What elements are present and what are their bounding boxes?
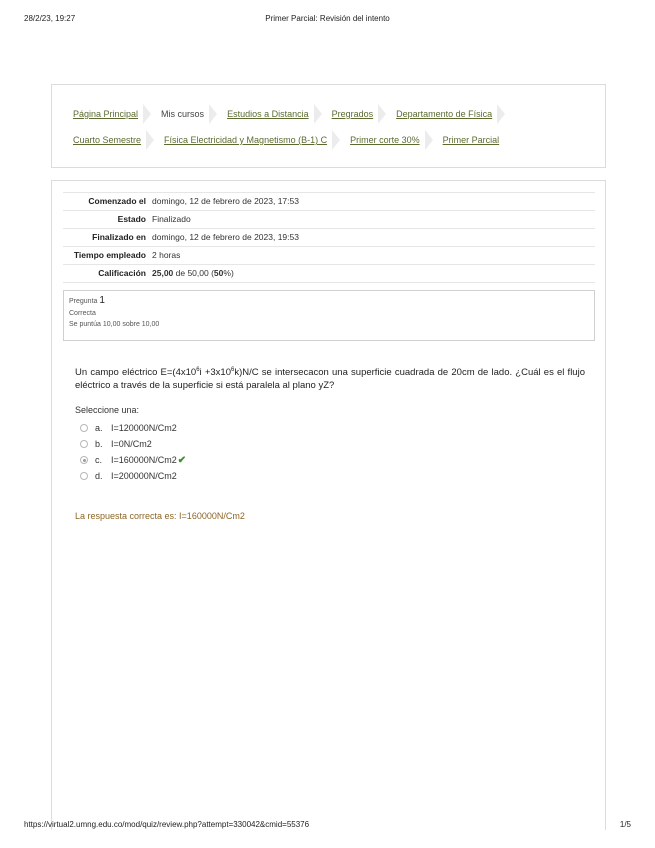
answer-option-c[interactable]: [80, 452, 186, 468]
question-text: [75, 364, 585, 392]
summary-label: Comenzado el: [88, 196, 146, 206]
chevron-right-icon: [425, 130, 435, 150]
breadcrumb-panel: [51, 84, 606, 168]
breadcrumb: [73, 104, 591, 150]
breadcrumb-item-course: [164, 130, 350, 150]
summary-label: Finalizado en: [92, 232, 146, 242]
grade-percent: 50: [213, 268, 224, 278]
question-text-part: k)N/C se intersecacon una superficie cuadrada de 20cm de lado. ¿Cuál es el flujo eléctrico a través de la superficie si está paralela al plano yZ?: [75, 367, 585, 392]
question-info-box: [63, 290, 595, 341]
breadcrumb-link-section[interactable]: Primer corte 30%: [350, 135, 420, 145]
summary-row-grade: [63, 265, 595, 283]
question-text-part: i +3x10: [199, 367, 231, 379]
correct-answer-feedback: La respuesta correcta es: I=160000N/Cm2: [75, 511, 245, 521]
summary-row-finished: [63, 229, 595, 247]
radio-button-selected[interactable]: [80, 456, 88, 464]
summary-value-grade: [150, 265, 595, 283]
chevron-right-icon: [497, 104, 507, 124]
breadcrumb-link-semester[interactable]: Cuarto Semestre: [73, 135, 142, 145]
summary-label: Estado: [117, 214, 146, 224]
chevron-right-icon: [314, 104, 324, 124]
breadcrumb-item-distance: [227, 104, 332, 124]
summary-row-state: [63, 211, 595, 229]
breadcrumb-link-course[interactable]: Física Electricidad y Magnetismo (B-1) C: [164, 135, 328, 145]
chevron-right-icon: [143, 104, 153, 124]
answer-list: [80, 420, 186, 484]
attempt-summary-table: [63, 192, 595, 283]
summary-row-time: [63, 247, 595, 265]
check-icon: ✔: [177, 454, 187, 466]
breadcrumb-item-undergrad: [332, 104, 397, 124]
answer-option-a[interactable]: [80, 420, 186, 436]
option-letter: b.: [95, 439, 103, 449]
breadcrumb-text-my-courses: Mis cursos: [161, 109, 205, 119]
radio-button[interactable]: [80, 440, 88, 448]
option-text: I=120000N/Cm2: [111, 423, 177, 433]
breadcrumb-item-quiz: [443, 130, 500, 150]
chevron-right-icon: [209, 104, 219, 124]
question-text-part: Un campo eléctrico E=(4x10: [75, 367, 197, 379]
breadcrumb-item-my-courses: [161, 104, 227, 124]
print-title: Primer Parcial: Revisión del intento: [265, 14, 390, 23]
answer-prompt: Seleccione una:: [75, 405, 140, 415]
summary-label: Calificación: [98, 268, 146, 278]
option-letter: a.: [95, 423, 103, 433]
radio-button[interactable]: [80, 424, 88, 432]
answer-option-d[interactable]: [80, 468, 186, 484]
question-number-value: 1: [99, 295, 105, 306]
breadcrumb-link-distance[interactable]: Estudios a Distancia: [227, 109, 309, 119]
option-text: I=0N/Cm2: [111, 439, 152, 449]
grade-end: %): [223, 268, 234, 278]
summary-value: Finalizado: [152, 214, 191, 224]
radio-button[interactable]: [80, 472, 88, 480]
print-footer: [24, 820, 631, 832]
quiz-review-panel: [51, 180, 606, 830]
breadcrumb-item-home: [73, 104, 161, 124]
summary-value: 2 horas: [152, 250, 181, 260]
summary-label: Tiempo empleado: [73, 250, 146, 260]
exponent: 6: [230, 367, 235, 373]
summary-value: domingo, 12 de febrero de 2023, 17:53: [152, 196, 299, 206]
breadcrumb-link-undergrad[interactable]: Pregrados: [331, 109, 374, 119]
breadcrumb-link-department[interactable]: Departamento de Física: [396, 109, 493, 119]
question-grade: Se puntúa 10,00 sobre 10,00: [69, 321, 160, 328]
chevron-right-icon: [332, 130, 342, 150]
print-page-number: 1/5: [619, 820, 631, 829]
grade-score: 25,00: [152, 268, 174, 278]
question-number: [69, 295, 589, 306]
option-text: I=160000N/Cm2: [111, 455, 177, 465]
print-date: 28/2/23, 19:27: [24, 14, 76, 23]
breadcrumb-item-semester: [73, 130, 164, 150]
print-header: [24, 14, 631, 26]
option-text: I=200000N/Cm2: [111, 471, 177, 481]
breadcrumb-link-home[interactable]: Página Principal: [73, 109, 139, 119]
grade-mid: de 50,00 (: [173, 268, 214, 278]
question-state: Correcta: [69, 310, 96, 317]
exponent: 6: [196, 367, 200, 373]
chevron-right-icon: [146, 130, 156, 150]
breadcrumb-link-quiz[interactable]: Primer Parcial: [442, 135, 500, 145]
breadcrumb-item-section: [350, 130, 443, 150]
summary-value: domingo, 12 de febrero de 2023, 19:53: [152, 232, 299, 242]
answer-option-b[interactable]: [80, 436, 186, 452]
chevron-right-icon: [378, 104, 388, 124]
summary-row-started: [63, 193, 595, 211]
print-url: https://virtual2.umng.edu.co/mod/quiz/review.php?attempt=330042&cmid=55376: [24, 820, 310, 829]
breadcrumb-item-department: [396, 104, 515, 124]
option-letter: c.: [95, 455, 103, 465]
question-label: Pregunta: [69, 298, 98, 305]
option-letter: d.: [95, 471, 103, 481]
